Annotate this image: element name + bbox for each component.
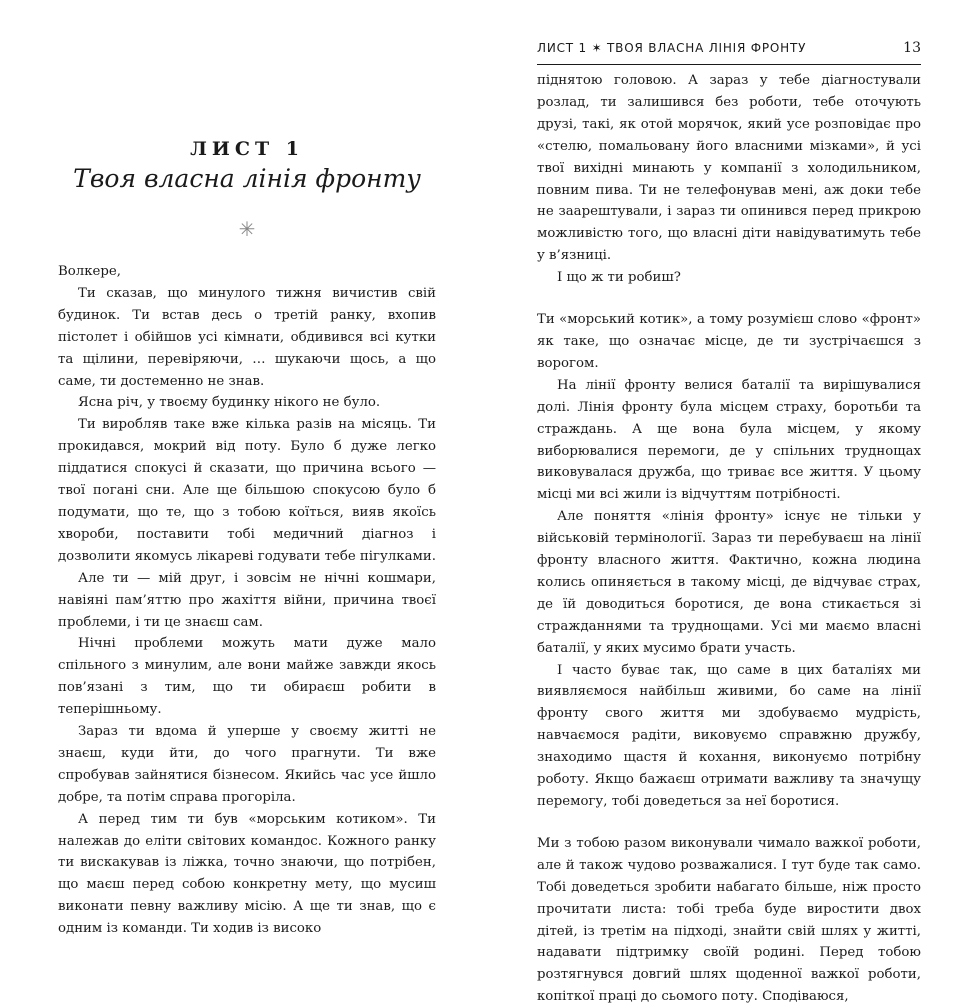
paragraph: піднятою головою. А зараз у тебе діагностували розлад, ти залишився без роботи, тебе оточують друзі, такі, як отой морячок, який усе розповідає про «стелю, помальовану його власними мізками», й усі твої вихідні минають у компанії з холодильником, повним пива. Ти не телефонував мені, аж доки тебе не заарештували, і зараз ти опинився перед прикрою можливістю того, що власні діти навідуватимуть тебе у в’язниці. bbox=[537, 73, 921, 264]
paragraph: Ти сказав, що минулого тижня вичистив свій будинок. Ти встав десь о третій ранку, вхопив пістолет і обійшов усі кімнати, обдивився всі кутки та щілини, перевіряючи, … шукаючи щось, а що саме, ти достеменно не знав. bbox=[58, 285, 436, 389]
chapter-title: Твоя власна лінія фронту bbox=[73, 164, 421, 193]
paragraph: Зараз ти вдома й уперше у своєму житті не знаєш, куди йти, до чого прагнути. Ти вже спробував зайнятися бізнесом. Якийсь час усе йшло добре, та потім справа прогоріла. bbox=[58, 724, 436, 805]
paragraph: На лінії фронту велися баталії та вирішувалися долі. Лінія фронту була місцем страху, боротьби та страждань. А ще вона була місцем, у якому виборювалися перемоги, де у спільних труднощах виковувалася дружба, що триває все життя. У цьому місці ми всі жили із відчуттям потрібності. bbox=[537, 377, 921, 503]
left-body-text bbox=[58, 261, 436, 940]
paragraph: І що ж ти робиш? bbox=[557, 270, 681, 286]
paragraph: Але поняття «лінія фронту» існує не тільки у військовій термінології. Зараз ти перебуваєш на лінії фронту власного життя. Фактично, кожна людина колись опиняється в такому місці, де відчуває страх, де їй доводиться боротися, де вона стикається зі стражданнями та труднощами. Усі ми маємо власні баталії, у яких мусимо брати участь. bbox=[537, 509, 921, 656]
header-rule bbox=[537, 64, 921, 65]
paragraph: Але ти — мій друг, і зовсім не нічні кошмари, навіяні пам’яттю про жахіття війни, причина твоєї проблеми, і ти це знаєш сам. bbox=[58, 570, 436, 630]
paragraph: Нічні проблеми можуть мати дуже мало спільного з минулим, але вони майже завжди якось пов’язані з тим, що ти обираєш робити в теперішньому. bbox=[58, 636, 436, 718]
chapter-heading bbox=[58, 138, 436, 241]
paragraph: Ясна річ, у твоєму будинку нікого не було. bbox=[78, 395, 381, 411]
paragraph: Ти виробляв таке вже кілька разів на місяць. Ти прокидався, мокрий від поту. Було б дуже легко піддатися спокусі й сказати, що причина всього — твої погані сни. Але ще більшою спокусою було б подумати, що те, що з тобою коїться, вияв якоїсь хвороби, поставити тобі медичний діагноз і дозволити якомусь лікареві годувати тебе пігулками. bbox=[58, 417, 436, 564]
paragraph: Ти «морський котик», а тому розумієш слово «фронт» як таке, що означає місце, де ти зустрічаєшся з ворогом. bbox=[537, 312, 921, 371]
page-number: 13 bbox=[903, 40, 921, 56]
paragraph: А перед тим ти був «морським котиком». Ти належав до еліти світових командос. Кожного ранку ти вискакував із ліжка, точно знаючи, що потрібен, що маєш перед собою конкретну мету, що мусиш виконати певну важливу місію. А ще ти знав, що є одним із команди. Ти ходив із високо bbox=[58, 811, 436, 937]
star-ornament-icon: ✳ bbox=[238, 217, 256, 241]
paragraph: Ми з тобою разом виконували чимало важкої роботи, але й також чудово розважалися. І тут буде так само. Тобі доведеться зробити набагато більше, ніж просто прочитати листа: тобі треба буде виростити двох дітей, із третім на підході, знайти свій шлях у житті, надавати підтримку своїй родині. Перед тобою розтягнувся довгий шлях щоденної важкої роботи, копіткої праці до сьомого поту. Сподіваюся, bbox=[537, 835, 921, 1005]
left-page bbox=[58, 0, 436, 937]
running-header bbox=[537, 41, 921, 63]
salutation: Волкере, bbox=[58, 264, 122, 279]
chapter-number: ЛИСТ 1 bbox=[190, 138, 304, 160]
right-body-text bbox=[537, 70, 921, 1008]
running-title: ЛИСТ 1 ✶ ТВОЯ ВЛАСНА ЛІНІЯ ФРОНТУ bbox=[537, 41, 807, 55]
right-page bbox=[537, 0, 921, 1005]
paragraph: І часто буває так, що саме в цих баталіях ми виявляємося найбільш живими, бо саме на лінії фронту свого життя ми здобуваємо мудрість, навчаємося радіти, виковуємо справжню дружбу, знаходимо щастя й кохання, виконуємо потрібну роботу. Якщо бажаєш отримати важливу та значущу перемогу, тобі доведеться за неї боротися. bbox=[537, 662, 921, 809]
